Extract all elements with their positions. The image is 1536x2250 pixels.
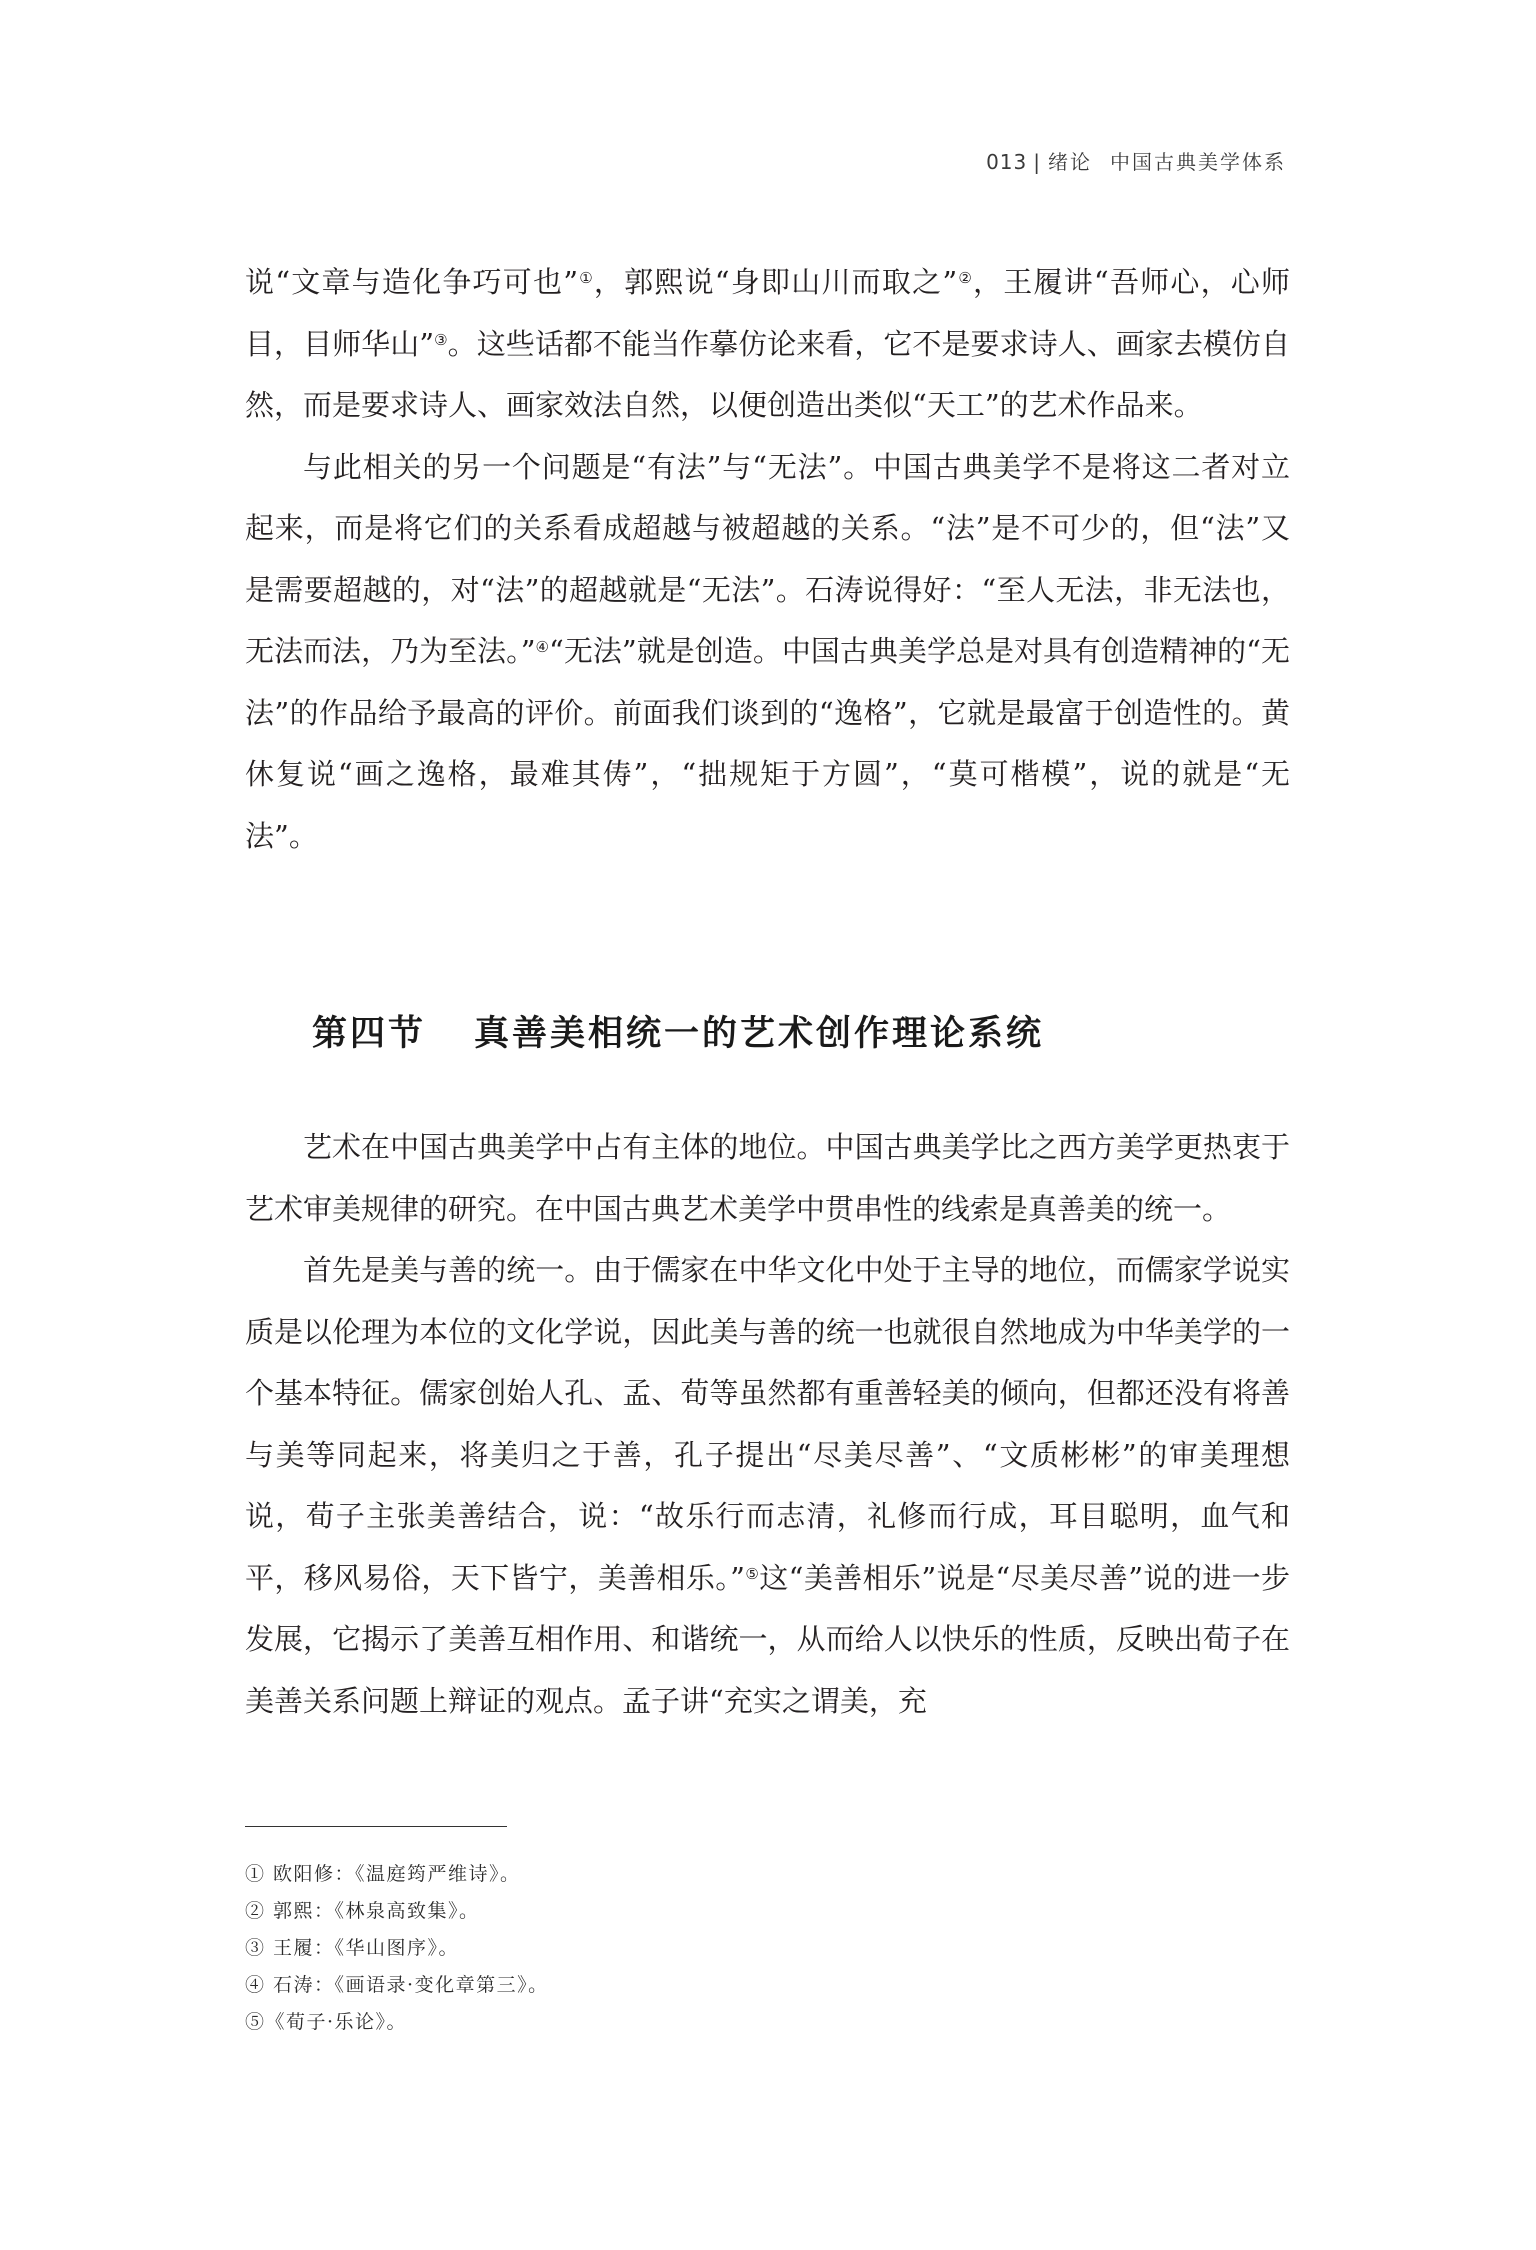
footnote-ref-3: ③ (434, 330, 448, 349)
footnote-ref-5: ⑤ (745, 1564, 760, 1583)
body-text-bottom (245, 1117, 1290, 1732)
footnote-ref-2: ② (957, 269, 974, 287)
paragraph-continued: 说“文章与造化争巧可也”①，郭熙说“身即山川而取之”②，王履讲“吾师心，心师目，目师华山”③。这些话都不能当作摹仿论来看，它不是要求诗人、画家去模仿自然，而是要求诗人、画家效法自然，以便创造出类似“天工”的艺术作品来。 (245, 265, 1291, 422)
header-separator: | (1033, 150, 1042, 174)
paragraph-mei-shan: 首先是美与善的统一。由于儒家在中华文化中处于主导的地位，而儒家学说实质是以伦理为本位的文化学说，因此美与善的统一也就很自然地成为中华美学的一个基本特征。儒家创始人孔、孟、荀等虽然都有重善轻美的倾向，但都还没有将善与美等同起来，将美归之于善，孔子提出“尽美尽善”、“文质彬彬”的审美理想说，荀子主张美善结合，说：“故乐行而志清，礼修而行成，耳目聪明，血气和平，移风易俗，天下皆宁，美善相乐。”⑤这“美善相乐”说是“尽美尽善”说的进一步发展，它揭示了美善互相作用、和谐统一，从而给人以快乐的性质，反映出荀子在美善关系问题上辩证的观点。孟子讲“充实之谓美，充 (245, 1253, 1290, 1718)
footnote-list (245, 1856, 1290, 2041)
footnote-ref-4: ④ (535, 638, 550, 656)
body-text-top (245, 252, 1290, 867)
footnote-ref-1: ① (578, 269, 594, 287)
footnote-item: ① 欧阳修：《温庭筠严维诗》。 (245, 1863, 521, 1885)
paragraph-intro: 艺术在中国古典美学中占有主体的地位。中国古典美学比之西方美学更热衷于艺术审美规律的研究。在中国古典艺术美学中贯串性的线索是真善美的统一。 (245, 1130, 1290, 1226)
book-title: 中国古典美学体系 (1110, 150, 1286, 174)
section-heading (312, 1006, 1044, 1056)
footnote-item: ⑤《荀子·乐论》。 (245, 2011, 408, 2033)
chapter-name: 绪论 (1048, 150, 1092, 174)
footnote-item: ② 郭熙：《林泉高致集》。 (245, 1900, 480, 1922)
running-header (986, 146, 1286, 175)
page-number: 013 (986, 150, 1028, 174)
paragraph-you-fa-wu-fa: 与此相关的另一个问题是“有法”与“无法”。中国古典美学不是将这二者对立起来，而是将它们的关系看成超越与被超越的关系。“法”是不可少的，但“法”又是需要超越的，对“法”的超越就是“无法”。石涛说得好：“至人无法，非无法也，无法而法，乃为至法。”④“无法”就是创造。中国古典美学总是对具有创造精神的“无法”的作品给予最高的评价。前面我们谈到的“逸格”，它就是最富于创造性的。黄休复说“画之逸格，最难其俦”，“拙规矩于方圆”，“莫可楷模”，说的就是“无法”。 (245, 449, 1291, 853)
footnote-item: ④ 石涛：《画语录·变化章第三》。 (245, 1974, 549, 1996)
section-title: 真善美相统一的艺术创作理论系统 (474, 1013, 1045, 1054)
footnote-item: ③ 王履：《华山图序》。 (245, 1937, 460, 1959)
footnote-divider (245, 1826, 507, 1827)
section-label: 第四节 (312, 1013, 427, 1054)
